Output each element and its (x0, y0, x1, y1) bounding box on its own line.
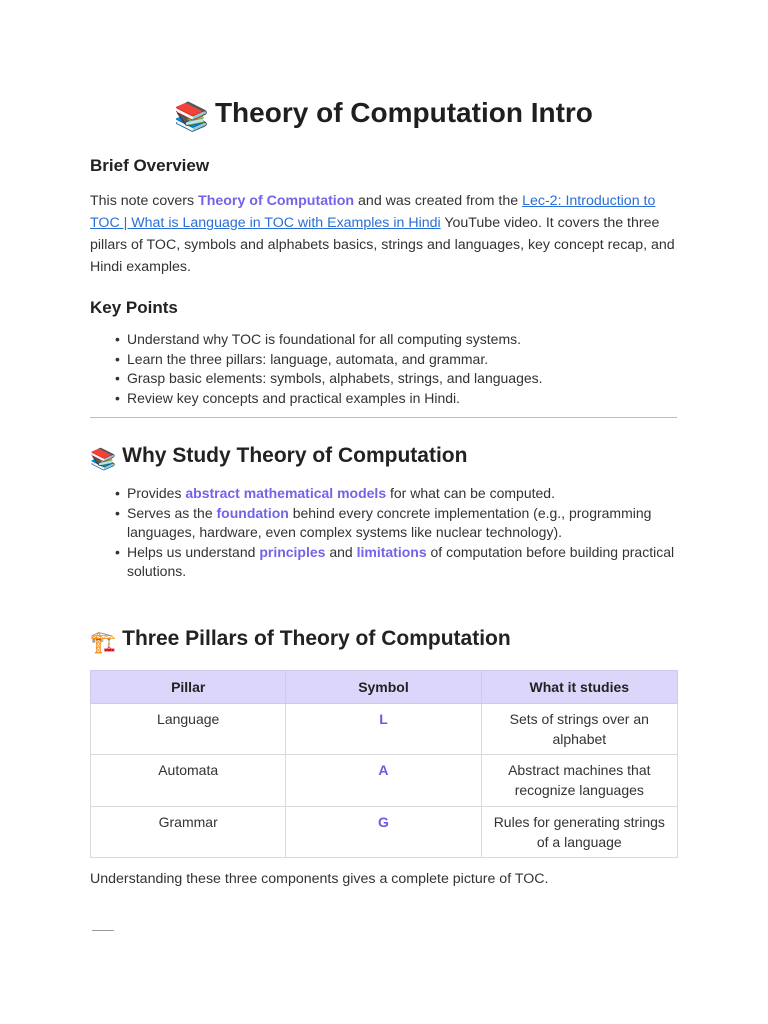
cell-symbol: G (286, 807, 481, 858)
pillars-summary: Understanding these three components gives a complete picture of TOC. (90, 871, 549, 887)
column-header-symbol: Symbol (286, 671, 481, 704)
list-item: • Learn the three pillars: language, automata, and grammar. (90, 350, 677, 370)
list-item: • Grasp basic elements: symbols, alphabets, strings, and languages. (90, 369, 677, 389)
construction-crane-icon: 🏗️ (90, 631, 117, 654)
page-title-text: Theory of Computation Intro (214, 97, 593, 128)
list-item: • Serves as the foundation behind every concrete implementation (e.g., programming languages, hardware, even complex systems like nuclear technology). (90, 504, 677, 543)
column-header-studies: What it studies (481, 671, 677, 704)
column-header-pillar: Pillar (91, 671, 286, 704)
pillars-table (90, 670, 678, 858)
cell-pillar: Grammar (91, 807, 286, 858)
table-row (91, 704, 678, 755)
cell-symbol: L (286, 704, 481, 755)
three-pillars-heading-text: Three Pillars of Theory of Computation (122, 627, 511, 650)
why-study-heading (90, 442, 467, 474)
list-item: • Understand why TOC is foundational for all computing systems. (90, 330, 677, 350)
overview-text-2: and was created from the (354, 193, 523, 209)
highlight-principles: principles (259, 543, 326, 560)
table-row (91, 807, 678, 858)
cell-symbol: A (286, 755, 481, 807)
table-header-row (91, 671, 678, 704)
books-icon: 📚 (174, 101, 209, 132)
overview-paragraph (90, 190, 677, 278)
cell-pillar: Language (91, 704, 286, 755)
cell-studies: Sets of strings over an alphabet (481, 704, 677, 755)
overview-text-3: YouTube video. It covers the three pillars of TOC, symbols and alphabets basics, strings and languages, key concept recap, and Hindi examples. (90, 215, 675, 275)
list-item: • Provides abstract mathematical models for what can be computed. (90, 484, 677, 504)
list-item: • Helps us understand principles and limitations of computation before building practical solutions. (90, 543, 677, 582)
overview-text-1: This note covers (90, 193, 199, 209)
why-study-list (90, 484, 677, 582)
highlight-limitations: limitations (356, 543, 427, 560)
cell-studies: Rules for generating strings of a language (481, 807, 677, 858)
footnote-divider (92, 930, 114, 931)
highlight-abstract-models: abstract mathematical models (185, 485, 387, 501)
brief-overview-heading: Brief Overview (90, 156, 210, 175)
overview-topic-highlight: Theory of Computation (198, 193, 355, 209)
books-icon: 📚 (90, 448, 117, 471)
table-row (91, 755, 678, 807)
page-title (90, 93, 677, 137)
section-divider (90, 417, 677, 418)
three-pillars-heading (90, 625, 511, 657)
highlight-foundation: foundation (216, 504, 289, 521)
cell-pillar: Automata (91, 755, 286, 807)
cell-studies: Abstract machines that recognize languages (481, 755, 677, 807)
list-item: • Review key concepts and practical examples in Hindi. (90, 389, 677, 409)
key-points-heading: Key Points (90, 298, 178, 317)
key-points-list (90, 330, 677, 408)
video-link[interactable]: Lec-2: Introduction to TOC | What is Language in TOC with Examples in Hindi (90, 193, 656, 231)
why-study-heading-text: Why Study Theory of Computation (122, 444, 468, 467)
